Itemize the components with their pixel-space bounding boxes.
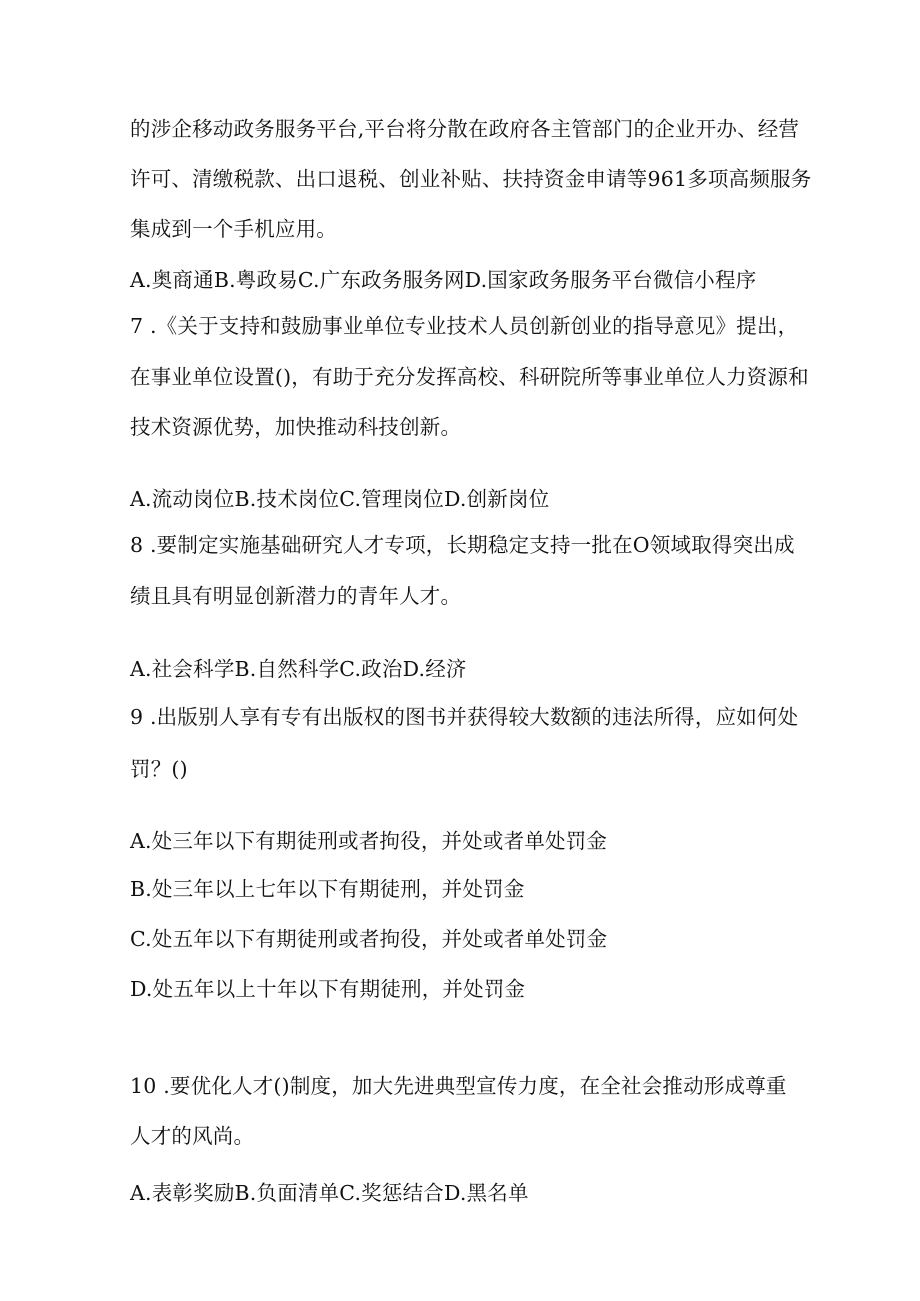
question-text-line: 许可、清缴税款、出口退税、创业补贴、扶持资金申请等961多项高频服务 — [130, 167, 812, 191]
question-text-line: 7 .《关于支持和鼓励事业单位专业技术人员创新创业的指导意见》提出， — [130, 314, 799, 338]
question-text-line: 绩且具有明显创新潜力的青年人才。 — [130, 584, 462, 608]
option-d: D.处五年以上十年以下有期徒刑，并处罚金 — [130, 977, 526, 1001]
question-text-line: 9 .出版别人享有专有出版权的图书并获得较大数额的违法所得，应如何处 — [130, 705, 799, 729]
question-text-line: 的涉企移动政务服务平台,平台将分散在政府各主管部门的企业开办、经营 — [130, 117, 800, 141]
question-options: A.表彰奖励B.负面清单C.奖惩结合D.黑名单 — [130, 1181, 529, 1205]
question-text-line: 集成到一个手机应用。 — [130, 217, 337, 241]
option-c: C.处五年以下有期徒刑或者拘役，并处或者单处罚金 — [130, 927, 608, 951]
question-text-line: 罚？() — [130, 757, 188, 781]
question-options: A.奥商通B.粤政易C.广东政务服务网D.国家政务服务平台微信小程序 — [130, 268, 757, 292]
question-text-line: 技术资源优势，加快推动科技创新。 — [130, 415, 462, 439]
question-text-line: 10 .要优化人才()制度，加大先进典型宣传力度，在全社会推动形成尊重 — [130, 1074, 787, 1098]
option-b: B.处三年以上七年以下有期徒刑，并处罚金 — [130, 877, 525, 901]
question-options: A.流动岗位B.技术岗位C.管理岗位D.创新岗位 — [130, 487, 550, 511]
question-text-line: 8 .要制定实施基础研究人才专项，长期稳定支持一批在O领域取得突出成 — [130, 533, 795, 557]
question-options: A.社会科学B.自然科学C.政治D.经济 — [130, 657, 467, 681]
question-text-line: 在事业单位设置()，有助于充分发挥高校、科研院所等事业单位人力资源和 — [130, 365, 809, 389]
option-a: A.处三年以下有期徒刑或者拘役，并处或者单处罚金 — [130, 829, 608, 853]
question-text-line: 人才的风尚。 — [130, 1124, 255, 1148]
